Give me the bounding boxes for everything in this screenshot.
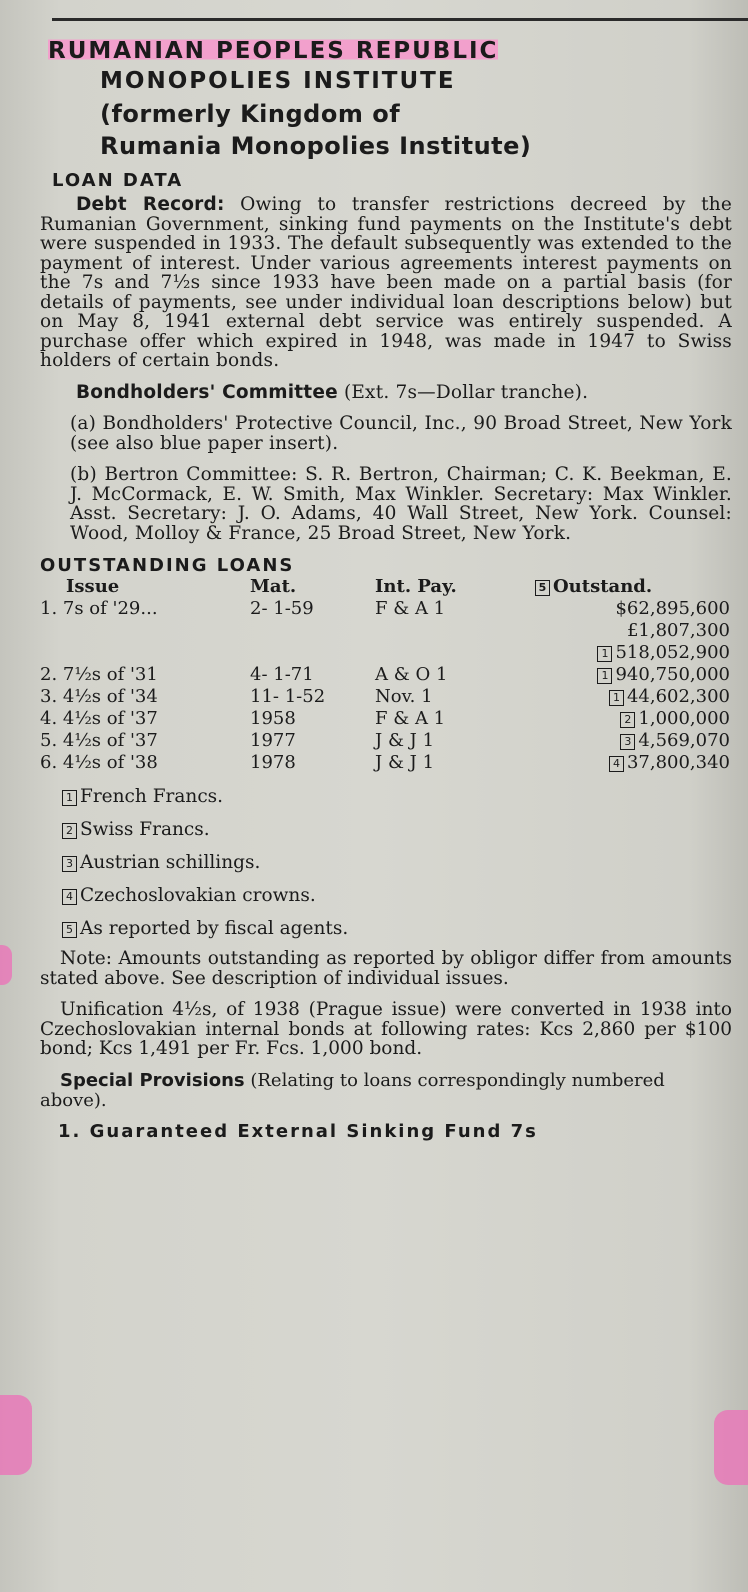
special-provisions-lead: Special Provisions [60,1069,245,1091]
cell-outstand [535,730,730,752]
loan-data-heading: LOAN DATA [52,170,184,191]
footnote-mark: 4 [609,756,624,772]
table-row [40,664,730,686]
footnote-mark: 3 [620,734,635,750]
special-provisions-paragraph [40,1071,732,1111]
committee-lead: Bondholders' Committee [76,381,338,403]
footnote-list [62,780,732,945]
heading-subtitle [100,98,732,162]
outstand-value: 37,800,340 [626,752,730,773]
cell-mat [250,620,375,642]
col-header-mat: Mat. [250,576,297,597]
cell-issue: 3. 4½s of '34 [40,686,158,707]
cell-mat: 1958 [250,708,296,729]
subtitle-line-2: Rumania Monopolies Institute) [100,132,532,160]
cell-mat: 1977 [250,730,296,751]
cell-mat: 2- 1-59 [250,598,314,619]
outstand-value: £1,807,300 [626,620,730,641]
committee-text: (Ext. 7s—Dollar tranche). [343,381,589,403]
cell-issue: 4. 4½s of '37 [40,708,158,729]
outstand-value: 4,569,070 [638,730,730,751]
pink-tab-left-lower [0,1395,32,1475]
title-line-1: RUMANIAN PEOPLES REPUBLIC [48,38,499,64]
subtitle-line-1: (formerly Kingdom of [100,100,401,128]
cell-outstand [535,620,730,642]
outstand-value: 1,000,000 [638,708,730,729]
footnote-mark: 4 [62,889,77,905]
special-provisions-text: (Relating to loans correspondingly numbered above). [40,1069,665,1111]
cell-int-pay [375,620,535,642]
top-rule [52,18,748,21]
cell-int-pay: J & J 1 [375,752,435,773]
footnote-item [62,912,732,945]
footnote-text: Czechoslovakian crowns. [80,885,316,906]
footnote-text: French Francs. [80,786,224,807]
cell-outstand [535,752,730,774]
table-row [40,752,730,774]
footnote-mark: 1 [609,690,624,706]
numbered-item-1: 1. Guaranteed External Sinking Fund 7s [58,1120,538,1142]
table-row [40,620,730,642]
pink-tab-right-lower [714,1410,748,1485]
cell-issue [40,620,250,642]
col-header-outstand: 5 Outstand. [535,576,730,598]
debt-record-lead: Debt Record: [76,194,225,215]
cell-int-pay: J & J 1 [375,730,435,751]
outstanding-loans-table [40,576,730,774]
cell-int-pay: A & O 1 [375,664,448,685]
footnote-mark: 2 [62,823,77,839]
footnote-mark: 1 [597,646,612,662]
cell-int-pay: F & A 1 [375,708,446,729]
cell-mat: 4- 1-71 [250,664,314,685]
table-body [40,598,730,774]
unification-paragraph [40,1000,732,1059]
cell-issue [40,642,250,664]
footnote-item [62,846,732,879]
outstand-value: 940,750,000 [615,664,730,685]
debt-record-paragraph [40,195,732,371]
table-row [40,708,730,730]
cell-issue: 2. 7½s of '31 [40,664,158,685]
cell-int-pay: Nov. 1 [375,686,433,707]
cell-outstand [535,708,730,730]
footnote-text: Austrian schillings. [80,852,261,873]
committee-a-paragraph: (a) Bondholders' Protective Council, Inc., 90 Broad Street, New York (see also blue paper insert). [70,413,732,454]
cell-int-pay: F & A 1 [375,598,446,619]
footnote-item [62,813,732,846]
cell-issue: 6. 4½s of '38 [40,752,158,773]
footnote-mark: 2 [620,712,635,728]
table-header-row [40,576,730,598]
article [40,36,732,1142]
debt-record-text: Owing to transfer restrictions decreed by the Rumanian Government, sinking fund payments on the Institute's debt were suspended in 1933. The default subsequently was extended to the payment of interest. Under various agreements interest payments on the 7s and 7½s since 1933 have been made on a partial basis (for details of payments, see under individual loan descriptions below) but on May 8, 1941 external debt service was entirely suspended. A purchase offer which expired in 1948, was made in 1947 to Swiss holders of certain bonds. [40,194,732,371]
footnote-text: As reported by fiscal agents. [80,918,349,939]
cell-mat: 1978 [250,752,296,773]
unification-text: Unification 4½s, of 1938 (Prague issue) were converted in 1938 into Czechoslovakian internal bonds at following rates: Kcs 2,860 per $100 bond; Kcs 1,491 per Fr. Fcs. 1,000 bond. [40,999,732,1059]
table-row [40,686,730,708]
cell-outstand [535,664,730,686]
table-row [40,598,730,620]
committee-paragraph [40,383,732,403]
table-row [40,730,730,752]
outstand-value: 518,052,900 [615,642,730,663]
footnote-mark: 1 [597,668,612,684]
footnote-mark: 3 [62,856,77,872]
cell-mat [250,642,375,664]
table-row [40,642,730,664]
cell-mat: 11- 1-52 [250,686,326,707]
footnote-mark: 1 [62,790,77,806]
col-header-issue: Issue [66,576,120,597]
outstand-value: 44,602,300 [626,686,730,707]
outstanding-loans-heading: OUTSTANDING LOANS [40,555,295,576]
outstand-value: $62,895,600 [615,598,730,619]
committee-b-paragraph: (b) Bertron Committee: S. R. Bertron, Chairman; C. K. Beekman, E. J. McCormack, E. W. Smith, Max Winkler. Secretary: Max Winkler. Asst. Secretary: J. O. Adams, 40 Wall Street, New York. Counsel: Wood, Molloy & France, 25 Broad Street, New York. [70,464,732,544]
footnote-item [62,780,732,813]
pink-tab-left-upper [0,945,12,985]
cell-int-pay [375,642,535,664]
footnote-mark: 5 [62,922,77,938]
footnote-mark: 5 [535,580,550,596]
title-line-2: MONOPOLIES INSTITUTE [100,68,456,94]
note-text: Note: Amounts outstanding as reported by obligor differ from amounts stated above. See description of individual issues. [40,948,732,989]
cell-outstand [535,598,730,620]
heading-title [48,36,732,96]
col-header-int-pay: Int. Pay. [375,576,457,597]
footnote-text: Swiss Francs. [80,819,210,840]
footnote-item [62,879,732,912]
note-paragraph [40,949,732,988]
cell-issue: 5. 4½s of '37 [40,730,158,751]
cell-outstand [535,686,730,708]
cell-outstand [535,642,730,664]
cell-issue: 1. 7s of '29... [40,598,158,619]
